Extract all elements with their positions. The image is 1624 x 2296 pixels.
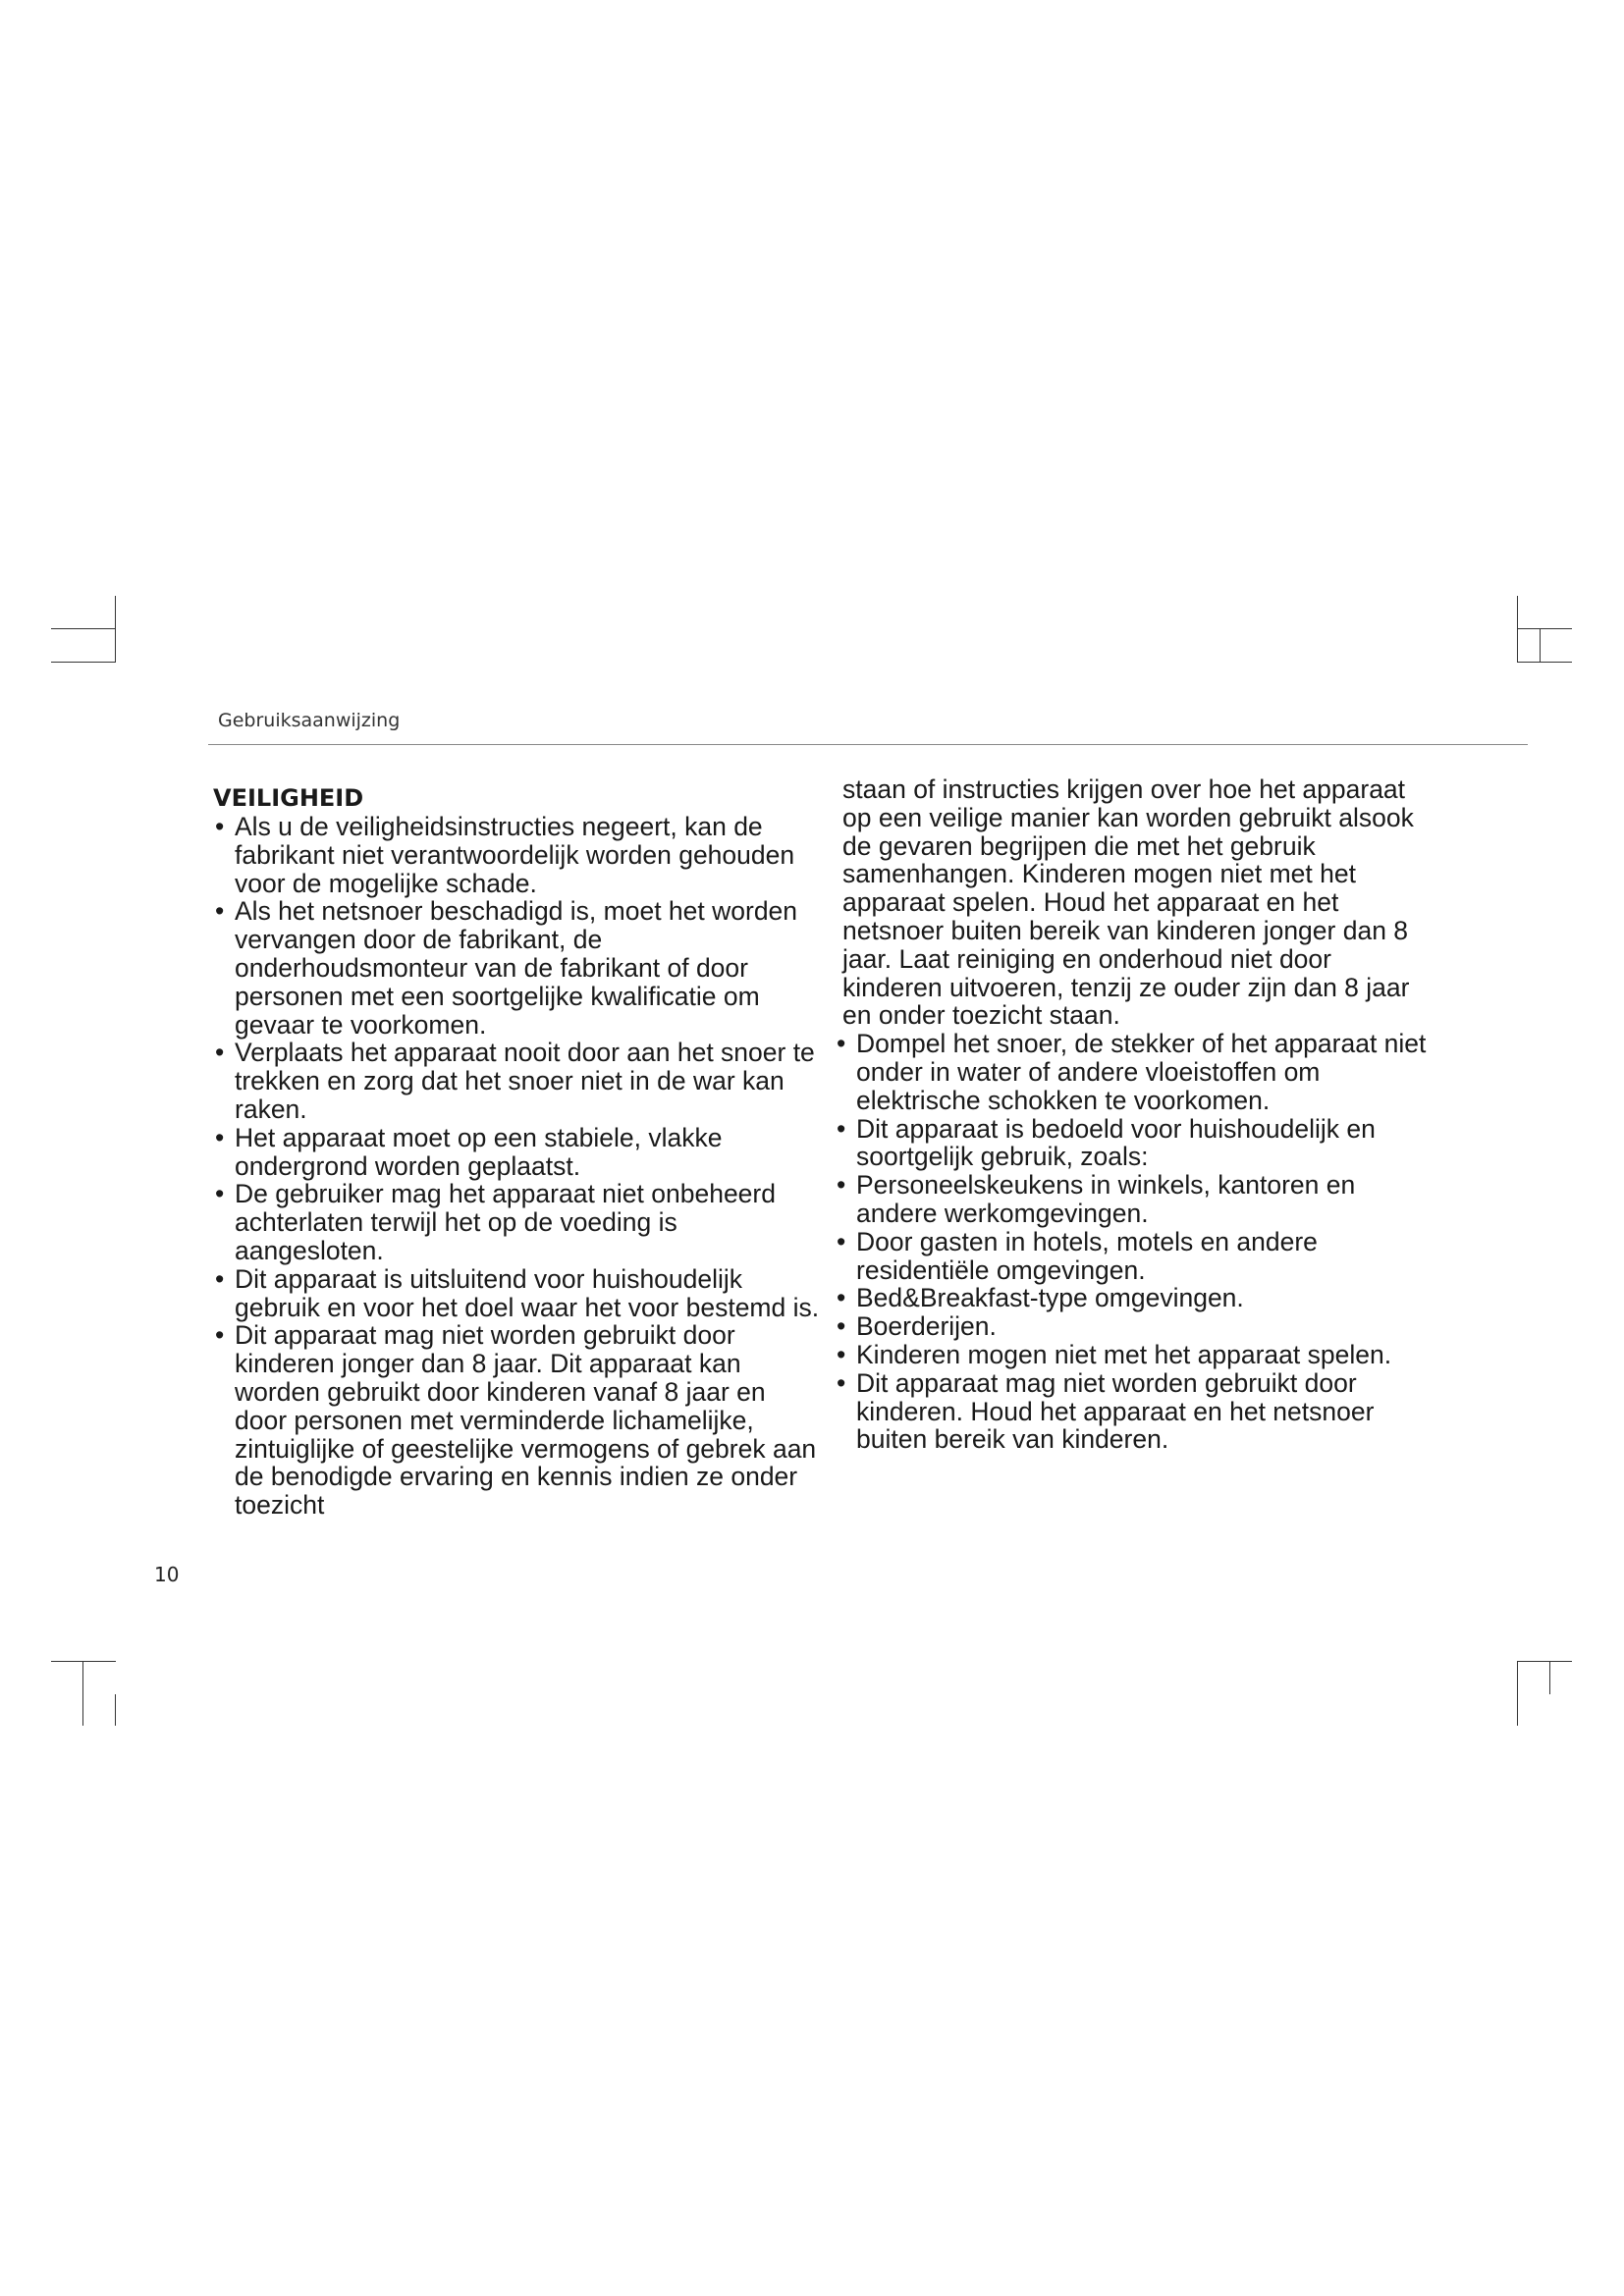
crop-mark xyxy=(1517,628,1572,629)
crop-mark xyxy=(51,1661,116,1662)
list-item: • Kinderen mogen niet met het apparaat spelen. xyxy=(837,1339,1392,1369)
crop-mark xyxy=(1517,1661,1572,1662)
crop-mark xyxy=(1549,1661,1550,1694)
list-item: • Verplaats het apparaat nooit door aan het snoer te trekken en zorg dat het snoer niet in de war kan raken. xyxy=(215,1038,815,1124)
crop-mark xyxy=(51,628,116,629)
list-item: • Personeelskeukens in winkels, kantoren en andere werkomgevingen. xyxy=(837,1170,1356,1228)
list-item: • Bed&Breakfast-type omgevingen. xyxy=(837,1283,1244,1313)
crop-mark xyxy=(115,1694,116,1726)
list-item: • Boerderijen. xyxy=(837,1311,997,1342)
list-item: • Dit apparaat mag niet worden gebruikt door kinderen jonger dan 8 jaar. Dit apparaat kan worden gebruikt door kinderen vanaf 8 jaar en door personen met verminderde lichamelijke, zintuiglijke of geestelijke vermogens of gebrek aan de benodigde ervaring en kennis indien ze onder toezicht xyxy=(215,1320,817,1521)
crop-mark xyxy=(1517,662,1572,663)
list-item: • Dit apparaat is uitsluitend voor huishoudelijk gebruik en voor het doel waar het voor bestemd is. xyxy=(215,1263,820,1322)
section-title: VEILIGHEID xyxy=(213,784,364,812)
continued-text: staan of instructies krijgen over hoe het apparaat op een veilige manier kan worden gebruikt alsook de gevaren begrijpen die met het gebruik samenhangen. Kinderen mogen niet met het apparaat spelen. Houd het apparaat en het netsnoer buiten bereik van kinderen jonger dan 8 jaar. Laat reiniging en onderhoud niet door kinderen uitvoeren, tenzij ze ouder zijn dan 8 jaar en onder toezicht staan. xyxy=(842,774,1414,1031)
document-header: Gebruiksaanwijzing xyxy=(218,710,401,731)
list-item: • De gebruiker mag het apparaat niet onbeheerd achterlaten terwijl het op de voeding is aangesloten. xyxy=(215,1179,776,1265)
list-item: • Door gasten in hotels, motels en andere residentiële omgevingen. xyxy=(837,1226,1318,1285)
list-item: • Het apparaat moet op een stabiele, vlakke ondergrond worden geplaatst. xyxy=(215,1122,723,1181)
crop-mark xyxy=(1517,1661,1518,1726)
list-item: • Dit apparaat mag niet worden gebruikt door kinderen. Houd het apparaat en het netsnoer buiten bereik van kinderen. xyxy=(837,1367,1375,1455)
list-item: • Als u de veiligheidsinstructies negeert, kan de fabrikant niet verantwoordelijk worden gehouden voor de mogelijke schade. xyxy=(215,812,795,898)
right-column xyxy=(835,775,1434,1454)
list-item: • Als het netsnoer beschadigd is, moet het worden vervangen door de fabrikant, de onderhoudsmonteur van de fabrikant of door personen met een soortgelijke kwalificatie om gevaar te voorkomen. xyxy=(215,896,798,1040)
crop-mark xyxy=(82,1661,83,1726)
list-item: • Dit apparaat is bedoeld voor huishoudelijk en soortgelijk gebruik, zoals: xyxy=(837,1113,1376,1172)
header-divider xyxy=(208,744,1528,745)
page-number: 10 xyxy=(154,1563,180,1586)
list-item: • Dompel het snoer, de stekker of het apparaat niet onder in water of andere vloeistoffen om elektrische schokken te voorkomen. xyxy=(837,1029,1427,1115)
crop-mark xyxy=(51,662,116,663)
crop-mark xyxy=(1540,628,1541,662)
left-column xyxy=(213,775,822,1520)
crop-mark xyxy=(115,596,116,662)
